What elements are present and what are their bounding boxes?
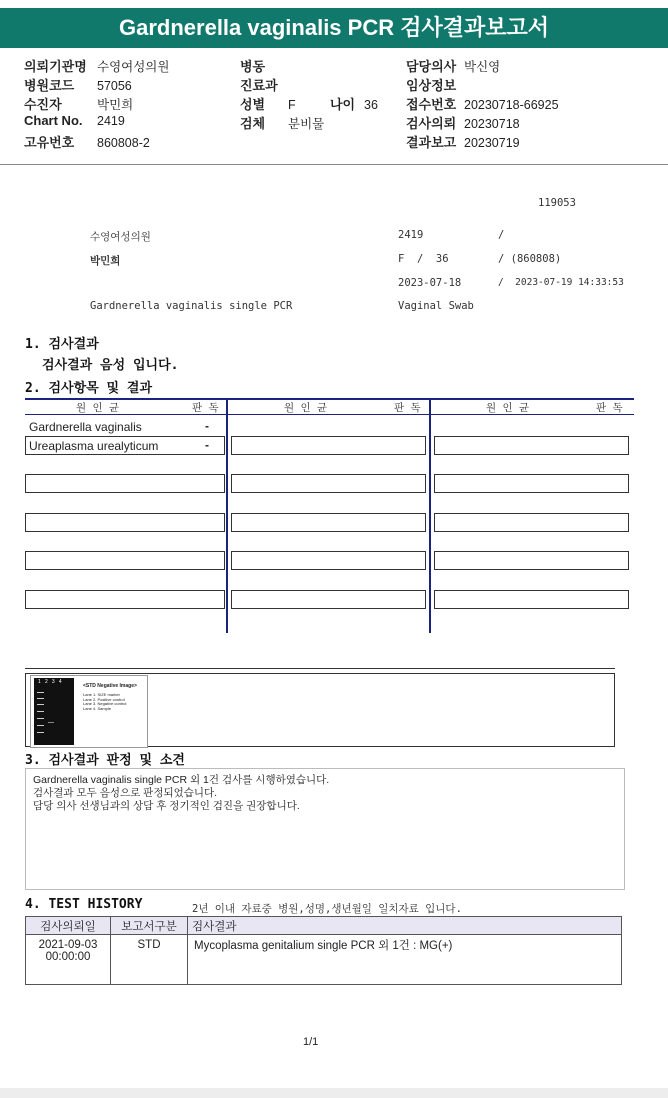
empty-result-box	[25, 590, 225, 609]
col-pathogen-1: 원 인 균	[76, 402, 120, 414]
gel-legend-item: Lane 1. SIZE marker	[83, 692, 120, 697]
table-divider-1	[226, 398, 228, 633]
meta-slash: /	[498, 229, 505, 241]
value-hospital-code: 57056	[97, 79, 132, 93]
page-number: 1/1	[303, 1036, 319, 1048]
label-hospital: 의뢰기관명	[24, 59, 87, 74]
comment-line: Gardnerella vaginalis single PCR 외 1건 검사를 시행하였습니다.	[33, 774, 330, 786]
label-chart-no: Chart No.	[24, 113, 83, 128]
empty-result-box	[231, 513, 426, 532]
pathogen-name: Ureaplasma urealyticum	[29, 439, 159, 453]
gel-band	[37, 732, 44, 733]
comment-box	[25, 768, 625, 890]
meta-sex-age: F / 36	[398, 253, 449, 265]
comment-line: 담당 의사 선생님과의 상담 후 정기적인 검진을 권장합니다.	[33, 800, 300, 812]
history-col-result: 검사결과	[188, 917, 622, 935]
gel-band	[37, 711, 44, 712]
comment-line: 검사결과 모두 음성으로 판정되었습니다.	[33, 787, 218, 799]
section1-heading: 1. 검사결과	[25, 337, 99, 352]
empty-result-box	[434, 513, 629, 532]
pathogen-name: Gardnerella vaginalis	[29, 420, 142, 434]
gel-band	[37, 725, 44, 726]
value-hospital: 수영여성의원	[97, 60, 170, 74]
col-pathogen-3: 원 인 균	[486, 402, 530, 414]
pathogen-result: -	[205, 438, 209, 452]
gel-divider	[25, 668, 615, 669]
gel-legend-item: Lane 3. Negative control	[83, 701, 127, 706]
header-col-3	[406, 56, 559, 151]
label-request-date: 검사의뢰	[406, 116, 457, 131]
empty-result-box	[434, 474, 629, 493]
empty-result-box	[434, 436, 629, 455]
history-row	[26, 935, 622, 985]
report-code: 119053	[538, 197, 576, 209]
history-col-date: 검사의뢰일	[26, 917, 111, 935]
meta-birth: / (860808)	[498, 253, 562, 265]
meta-chart: 2419	[398, 229, 424, 241]
meta-date-reported: / 2023-07-19 14:33:53	[498, 277, 624, 288]
history-result: Mycoplasma genitalium single PCR 외 1건 : MG(+)	[188, 935, 622, 985]
empty-result-box	[231, 590, 426, 609]
history-table	[25, 916, 622, 985]
label-specimen: 검체	[240, 116, 266, 131]
history-col-type: 보고서구분	[111, 917, 188, 935]
pathogen-result: -	[205, 419, 209, 433]
history-date: 2021-09-03	[38, 939, 98, 951]
label-clinical-info: 임상정보	[406, 78, 457, 93]
empty-result-box	[25, 551, 225, 570]
value-sex: F	[288, 98, 296, 112]
history-time: 00:00:00	[45, 951, 91, 963]
history-date-cell	[26, 935, 111, 985]
gel-band	[48, 722, 54, 723]
col-judgement-2: 판 독	[394, 402, 421, 414]
gel-photo	[34, 678, 74, 745]
empty-result-box	[231, 474, 426, 493]
gel-band	[37, 704, 44, 705]
value-report-date: 20230719	[464, 136, 520, 150]
col-pathogen-2: 원 인 균	[284, 402, 328, 414]
history-type: STD	[111, 935, 188, 985]
col-judgement-3: 판 독	[596, 402, 623, 414]
value-patient: 박민희	[97, 98, 134, 112]
label-department: 진료과	[240, 78, 278, 93]
value-doctor: 박신영	[464, 60, 501, 74]
value-receipt-no: 20230718-66925	[464, 98, 559, 112]
header-divider	[0, 164, 668, 165]
empty-result-box	[434, 590, 629, 609]
report-title: Gardnerella vaginalis PCR 검사결과보고서	[0, 8, 668, 48]
footer-bar	[0, 1088, 668, 1098]
meta-specimen: Vaginal Swab	[398, 300, 474, 312]
value-request-date: 20230718	[464, 117, 520, 131]
value-unique-no: 860808-2	[97, 136, 150, 150]
meta-test-name: Gardnerella vaginalis single PCR	[90, 300, 293, 312]
gel-legend-item: Lane 2. Positive control	[83, 696, 125, 702]
history-note: 2년 이내 자료중 병원,성명,생년월일 일치자료 입니다.	[192, 903, 462, 915]
label-sex: 성별	[240, 97, 266, 112]
section2-heading: 2. 검사항목 및 결과	[25, 381, 153, 396]
label-age: 나이	[330, 97, 356, 112]
empty-result-box	[434, 551, 629, 570]
col-judgement-1: 판 독	[192, 402, 219, 414]
meta-hospital: 수영여성의원	[90, 231, 151, 243]
gel-image	[30, 675, 148, 748]
label-doctor: 담당의사	[406, 59, 457, 74]
empty-result-box	[25, 474, 225, 493]
label-patient: 수진자	[24, 97, 62, 112]
empty-result-box	[231, 551, 426, 570]
label-receipt-no: 접수번호	[406, 97, 457, 112]
gel-lanes: 1 2 3 4	[38, 679, 62, 685]
meta-date-received: 2023-07-18	[398, 277, 462, 289]
header-col-2	[240, 56, 378, 132]
gel-band	[37, 698, 44, 699]
gel-legend-item: Lane 4. Sample	[83, 705, 112, 711]
empty-result-box	[25, 513, 225, 532]
table-divider-2	[429, 398, 431, 633]
label-ward: 병동	[240, 59, 266, 74]
empty-result-box	[231, 436, 426, 455]
label-report-date: 결과보고	[406, 135, 457, 150]
gel-band	[37, 692, 44, 693]
section4-heading: 4. TEST HISTORY	[25, 897, 143, 912]
gel-legend	[83, 693, 126, 711]
meta-patient: 박민희	[90, 255, 121, 267]
value-age: 36	[364, 98, 378, 112]
gel-title: <STD Negative Image>	[83, 683, 137, 689]
result-summary: 검사결과 음성 입니다.	[42, 358, 179, 373]
section3-heading: 3. 검사결과 판정 및 소견	[25, 753, 185, 768]
header-col-1	[24, 56, 169, 151]
value-specimen: 분비물	[288, 117, 325, 131]
label-unique-no: 고유번호	[24, 135, 75, 150]
value-chart-no: 2419	[97, 114, 125, 128]
label-hospital-code: 병원코드	[24, 78, 75, 93]
gel-band	[37, 718, 44, 719]
